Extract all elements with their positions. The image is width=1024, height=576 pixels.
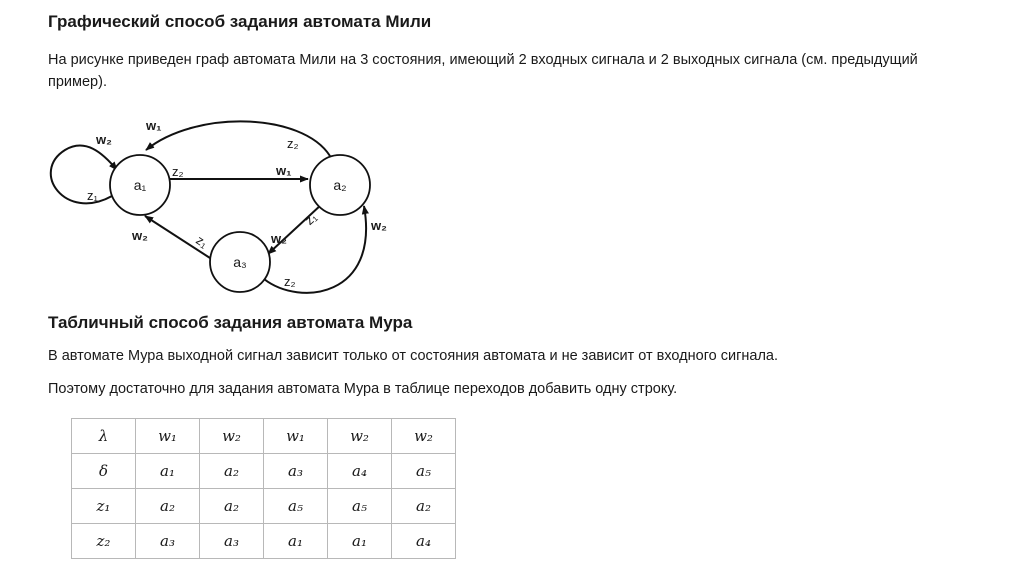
table-cell: a₅ — [264, 489, 328, 524]
label-a1-a2-input: w₁ — [276, 163, 292, 178]
table-cell: a₁ — [264, 524, 328, 559]
label-a2-a1-input: w₁ — [146, 118, 162, 133]
page-title: Графический способ задания автомата Мили — [48, 12, 432, 31]
label-a1-a2-output: z₂ — [172, 164, 184, 179]
table-cell: δ — [72, 454, 136, 489]
table-row-lambda — [72, 419, 456, 454]
table-cell: a₂ — [136, 489, 200, 524]
table-cell: λ — [72, 419, 136, 454]
table-cell: w₂ — [328, 419, 392, 454]
table-row-z1 — [72, 489, 456, 524]
table-cell: a₂ — [392, 489, 456, 524]
edge-a2-a3 — [268, 204, 322, 254]
table-row-delta — [72, 454, 456, 489]
table-cell: w₁ — [136, 419, 200, 454]
svg-text:a₁: a₁ — [133, 177, 147, 193]
table-cell: a₃ — [264, 454, 328, 489]
svg-text:a₂: a₂ — [333, 177, 347, 193]
mealy-automaton-graph — [40, 112, 410, 312]
edge-loop-a1 — [51, 146, 117, 204]
table-cell: a₄ — [328, 454, 392, 489]
edge-a2-a1 — [146, 121, 330, 156]
label-a3-a1-output: z₁ — [193, 232, 211, 251]
table-cell: a₅ — [328, 489, 392, 524]
svg-text:a₃: a₃ — [233, 254, 247, 270]
table-cell: a₄ — [392, 524, 456, 559]
mealy-description: На рисунке приведен граф автомата Мили на 3 состояния, имеющий 2 входных сигнала и 2 выходных сигнала (см. предыдущий пример). — [48, 52, 918, 90]
label-a2-a3-input: w₂ — [271, 231, 287, 246]
table-cell: w₂ — [200, 419, 264, 454]
label-a2-a3-output: z₁ — [301, 209, 320, 228]
label-a2-a1-output: z₂ — [287, 136, 299, 151]
moore-description-1: В автомате Мура выходной сигнал зависит только от состояния автомата и не зависит от входного сигнала. — [48, 348, 779, 364]
label-a3-a1-input: w₂ — [132, 228, 148, 243]
table-row-z2 — [72, 524, 456, 559]
table-cell: z₂ — [72, 524, 136, 559]
state-a1 — [110, 155, 170, 215]
state-a2 — [310, 155, 370, 215]
table-cell: w₂ — [392, 419, 456, 454]
table-cell: w₁ — [264, 419, 328, 454]
table-cell: a₁ — [136, 454, 200, 489]
moore-transition-table — [71, 418, 456, 559]
table-cell: a₂ — [200, 489, 264, 524]
label-loop-a1-output: z₁ — [87, 188, 98, 203]
label-a3-a2-output: z₂ — [284, 274, 296, 289]
table-cell: a₃ — [136, 524, 200, 559]
label-a3-a2-input: w₂ — [371, 218, 387, 233]
moore-heading: Табличный способ задания автомата Мура — [48, 313, 413, 332]
label-loop-a1-input: w₂ — [96, 132, 112, 147]
table-cell: a₅ — [392, 454, 456, 489]
table-cell: a₃ — [200, 524, 264, 559]
state-a3 — [210, 232, 270, 292]
table-cell: a₂ — [200, 454, 264, 489]
moore-description-2: Поэтому достаточно для задания автомата Мура в таблице переходов добавить одну строку. — [48, 381, 678, 397]
table-cell: a₁ — [328, 524, 392, 559]
table-cell: z₁ — [72, 489, 136, 524]
